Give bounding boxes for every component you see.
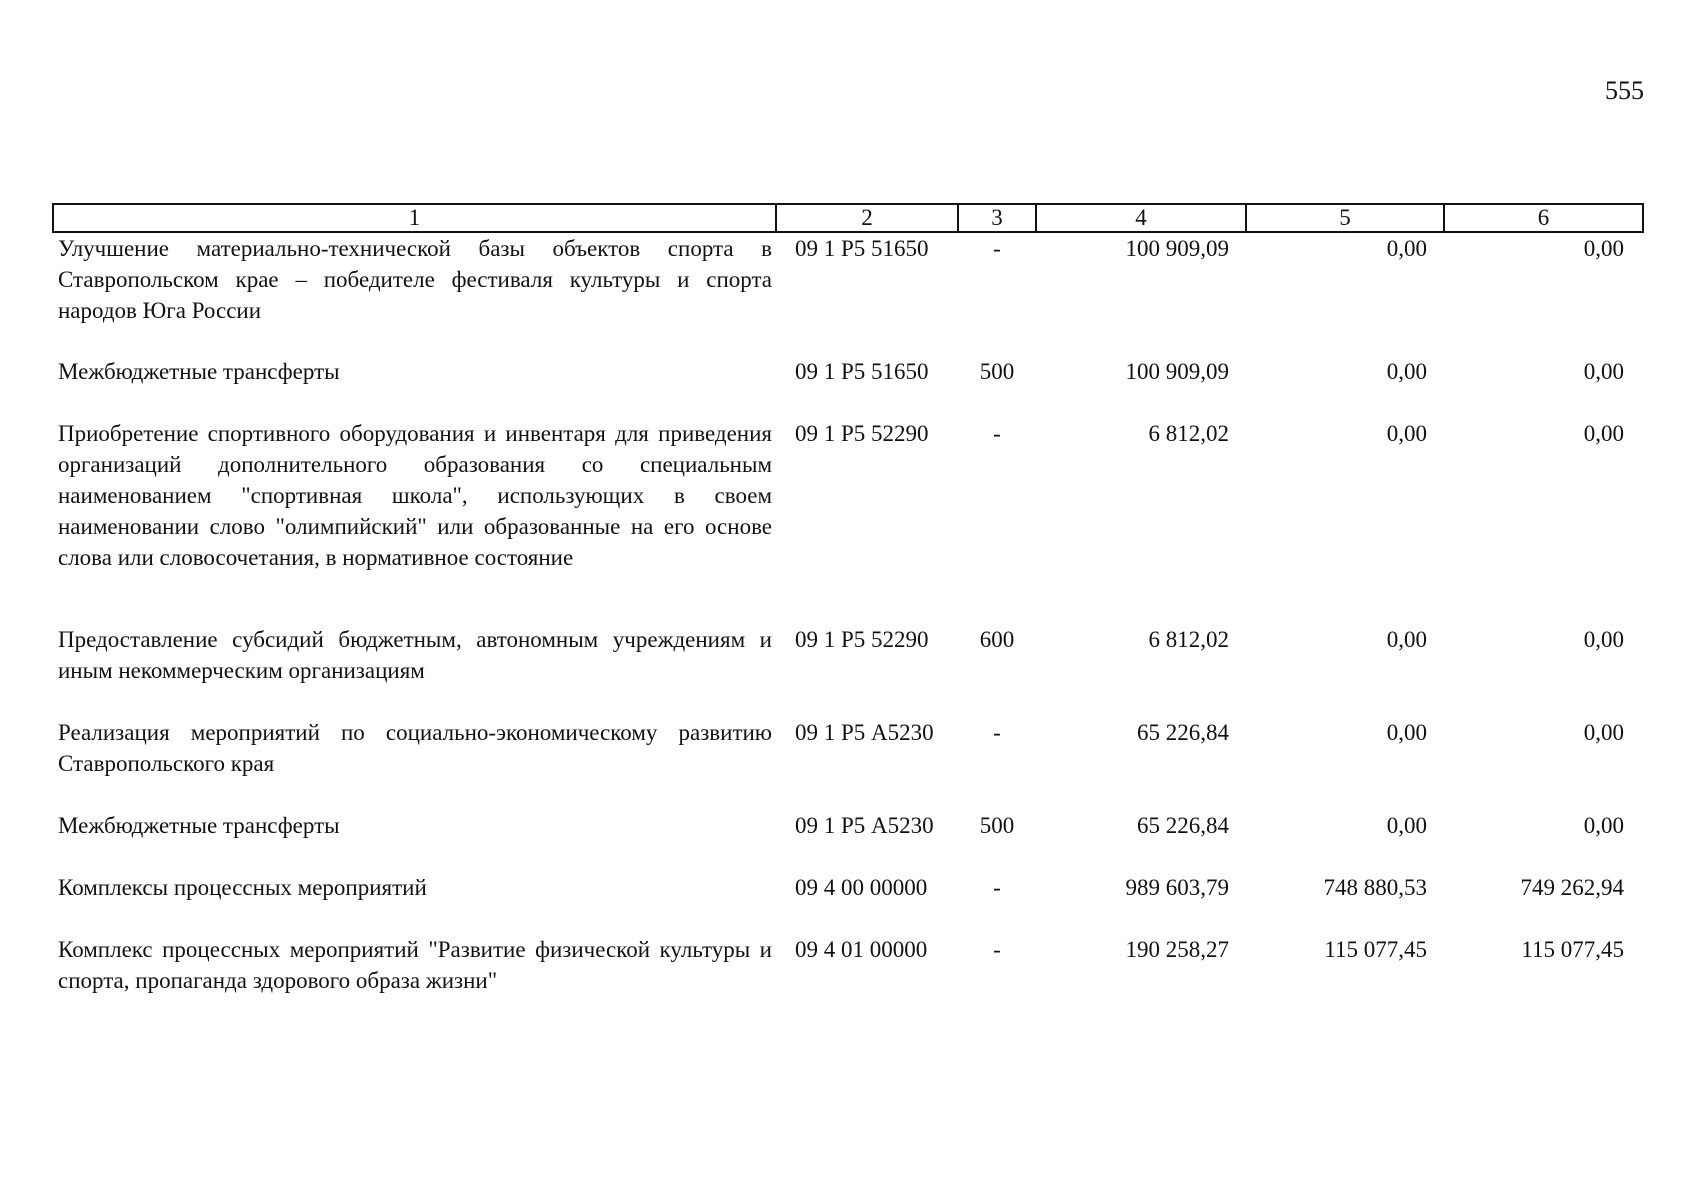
row-value-4: 100 909,09	[1125, 359, 1229, 384]
header-row	[53, 204, 1643, 232]
row-value-6: 0,00	[1583, 813, 1624, 838]
row-name: Приобретение спортивного оборудования и инвентаря для приведения организаций дополнительного образования со специальным наименованием "спортивная школа", использующих в своем наименовании слово "олимпийский" или образованные на его основе слова или словосочетания, в нормативное состояние	[58, 421, 772, 570]
table-body	[53, 232, 1643, 996]
row-type: -	[993, 421, 1001, 446]
row-value-4: 6 812,02	[1148, 627, 1229, 652]
column-header-5: 5	[1246, 204, 1444, 232]
budget-table	[52, 203, 1644, 996]
row-value-6: 0,00	[1583, 720, 1624, 745]
row-code: 09 1 Р5 А5230	[795, 720, 934, 745]
row-type: -	[993, 720, 1001, 745]
row-value-6: 0,00	[1583, 421, 1624, 446]
row-name: Предоставление субсидий бюджетным, автономным учреждениям и иным некоммерческим организациям	[58, 627, 772, 683]
table-row	[53, 356, 1643, 418]
row-value-6: 115 077,45	[1521, 937, 1624, 962]
row-value-6: 0,00	[1583, 236, 1624, 261]
row-value-4: 100 909,09	[1125, 236, 1229, 261]
column-header-3: 3	[958, 204, 1036, 232]
table-row	[53, 232, 1643, 356]
row-value-5: 0,00	[1386, 421, 1427, 446]
page-number: 555	[1605, 76, 1644, 105]
table-row	[53, 872, 1643, 934]
row-name: Комплексы процессных мероприятий	[58, 875, 427, 900]
row-type: 500	[979, 813, 1015, 838]
row-code: 09 1 Р5 52290	[795, 421, 929, 446]
row-value-5: 0,00	[1386, 359, 1427, 384]
row-code: 09 1 Р5 А5230	[795, 813, 934, 838]
column-header-1: 1	[53, 204, 776, 232]
row-value-4: 989 603,79	[1125, 875, 1229, 900]
row-name: Комплекс процессных мероприятий "Развитие физической культуры и спорта, пропаганда здорового образа жизни"	[58, 937, 772, 993]
row-value-4: 6 812,02	[1148, 421, 1229, 446]
row-type: 500	[979, 359, 1015, 384]
row-value-5: 0,00	[1386, 813, 1427, 838]
table-row	[53, 934, 1643, 996]
row-type: 600	[979, 627, 1015, 652]
row-code: 09 1 Р5 51650	[795, 236, 929, 261]
row-value-4: 65 226,84	[1137, 813, 1229, 838]
row-value-5: 0,00	[1386, 627, 1427, 652]
row-value-6: 749 262,94	[1520, 875, 1624, 900]
table-row	[53, 624, 1643, 717]
row-type: -	[993, 937, 1001, 962]
row-value-6: 0,00	[1583, 627, 1624, 652]
row-name: Межбюджетные трансферты	[58, 813, 340, 838]
row-value-5: 748 880,53	[1323, 875, 1427, 900]
table-row	[53, 418, 1643, 624]
column-header-6: 6	[1444, 204, 1643, 232]
row-name: Улучшение материально-технической базы объектов спорта в Ставропольском крае – победителе фестиваля культуры и спорта народов Юга России	[58, 236, 772, 323]
row-value-4: 65 226,84	[1137, 720, 1229, 745]
row-value-5: 0,00	[1386, 236, 1427, 261]
row-name: Межбюджетные трансферты	[58, 359, 340, 384]
row-name: Реализация мероприятий по социально-экономическому развитию Ставропольского края	[58, 720, 772, 776]
table-header	[53, 204, 1643, 232]
row-code: 09 1 Р5 51650	[795, 359, 929, 384]
row-code: 09 1 Р5 52290	[795, 627, 929, 652]
column-header-4: 4	[1036, 204, 1246, 232]
row-code: 09 4 01 00000	[795, 937, 928, 962]
row-value-5: 115 077,45	[1324, 937, 1427, 962]
table-row	[53, 717, 1643, 810]
row-type: -	[993, 236, 1001, 261]
row-type: -	[993, 875, 1001, 900]
row-code: 09 4 00 00000	[795, 875, 928, 900]
row-value-5: 0,00	[1386, 720, 1427, 745]
row-value-4: 190 258,27	[1125, 937, 1229, 962]
table-row	[53, 810, 1643, 872]
row-value-6: 0,00	[1583, 359, 1624, 384]
column-header-2: 2	[776, 204, 958, 232]
